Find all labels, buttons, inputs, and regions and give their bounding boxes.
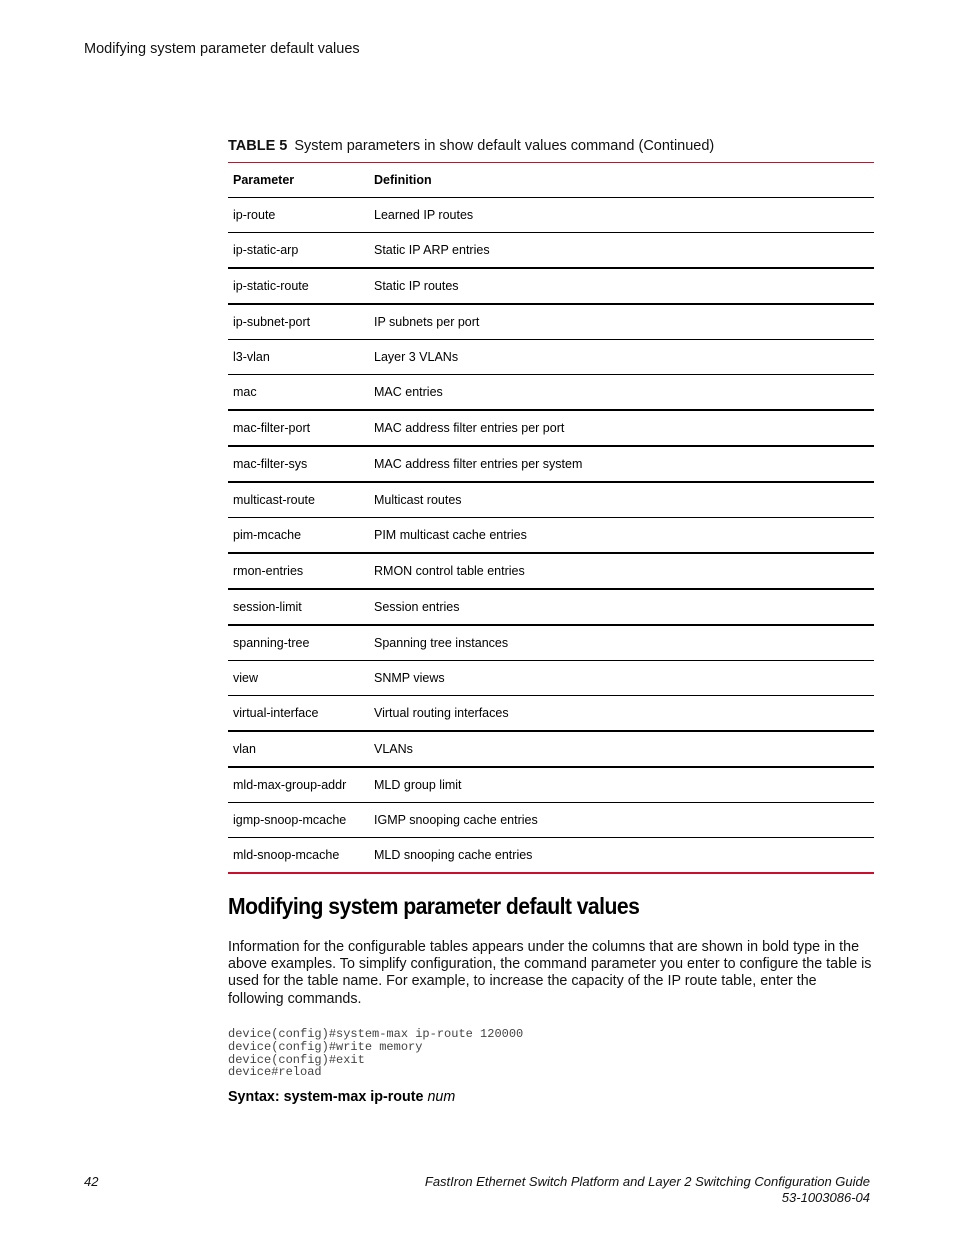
parameter-cell: pim-mcache: [228, 518, 369, 554]
parameters-table: [228, 162, 874, 874]
parameter-cell: session-limit: [228, 589, 369, 625]
parameter-cell: multicast-route: [228, 482, 369, 518]
column-header-parameter: Parameter: [228, 163, 369, 198]
table-caption: [228, 138, 714, 154]
body-paragraph: Information for the configurable tables appears under the columns that are shown in bold type in the above examples. To simplify configuration, the command parameter you enter to configure the table is used for the table name. For example, to increase the capacity of the IP route table, enter the following commands.: [228, 939, 872, 1007]
parameter-cell: mac-filter-sys: [228, 446, 369, 482]
table-row: [228, 625, 874, 661]
guide-title: FastIron Ethernet Switch Platform and Layer 2 Switching Configuration Guide: [424, 1174, 870, 1189]
table-caption-text: System parameters in show default values command (Continued): [294, 138, 715, 154]
code-line: device(config)#write memory: [228, 1039, 423, 1054]
definition-cell: MAC address filter entries per system: [369, 446, 874, 482]
definition-cell: PIM multicast cache entries: [369, 518, 874, 554]
table-row: [228, 661, 874, 696]
parameter-cell: view: [228, 661, 369, 696]
parameter-cell: ip-subnet-port: [228, 304, 369, 340]
parameter-cell: vlan: [228, 731, 369, 767]
parameter-cell: ip-static-route: [228, 268, 369, 304]
parameter-cell: spanning-tree: [228, 625, 369, 661]
table-row: [228, 589, 874, 625]
definition-cell: Spanning tree instances: [369, 625, 874, 661]
parameter-cell: ip-static-arp: [228, 233, 369, 269]
definition-cell: MAC entries: [369, 375, 874, 411]
table-row: [228, 410, 874, 446]
definition-cell: Layer 3 VLANs: [369, 340, 874, 375]
parameter-cell: l3-vlan: [228, 340, 369, 375]
parameter-cell: ip-route: [228, 198, 369, 233]
table-row: [228, 731, 874, 767]
table-row: [228, 518, 874, 554]
code-line: device(config)#system-max ip-route 120000: [228, 1027, 524, 1041]
table-header-row: [228, 163, 874, 198]
parameter-cell: virtual-interface: [228, 696, 369, 732]
code-line: device(config)#exit: [228, 1052, 365, 1067]
parameter-cell: mac: [228, 375, 369, 411]
table-row: [228, 696, 874, 732]
table-row: [228, 482, 874, 518]
parameter-cell: mac-filter-port: [228, 410, 369, 446]
table-row: [228, 340, 874, 375]
parameter-cell: rmon-entries: [228, 553, 369, 589]
parameter-cell: mld-max-group-addr: [228, 767, 369, 803]
code-example: [228, 1028, 523, 1079]
column-header-definition: Definition: [369, 163, 874, 198]
syntax-line: [228, 1089, 455, 1105]
table-row: [228, 268, 874, 304]
definition-cell: VLANs: [369, 731, 874, 767]
table-row: [228, 446, 874, 482]
definition-cell: Virtual routing interfaces: [369, 696, 874, 732]
definition-cell: Learned IP routes: [369, 198, 874, 233]
definition-cell: MLD snooping cache entries: [369, 838, 874, 874]
definition-cell: Static IP ARP entries: [369, 233, 874, 269]
footer-document-info: [425, 1174, 870, 1206]
parameter-cell: igmp-snoop-mcache: [228, 803, 369, 838]
table-row: [228, 767, 874, 803]
section-heading: Modifying system parameter default values: [228, 893, 640, 919]
table-row: [228, 803, 874, 838]
table-row: [228, 233, 874, 269]
parameter-cell: mld-snoop-mcache: [228, 838, 369, 874]
definition-cell: IGMP snooping cache entries: [369, 803, 874, 838]
table-row: [228, 198, 874, 233]
code-line: device#reload: [228, 1065, 322, 1080]
definition-cell: MAC address filter entries per port: [369, 410, 874, 446]
syntax-argument: num: [427, 1089, 456, 1105]
table-row: [228, 304, 874, 340]
table-row: [228, 375, 874, 411]
definition-cell: RMON control table entries: [369, 553, 874, 589]
table-row: [228, 838, 874, 874]
definition-cell: MLD group limit: [369, 767, 874, 803]
running-header: Modifying system parameter default values: [84, 41, 360, 57]
syntax-command: Syntax: system-max ip-route: [228, 1089, 424, 1105]
document-number: 53-1003086-04: [781, 1190, 870, 1205]
definition-cell: Static IP routes: [369, 268, 874, 304]
definition-cell: IP subnets per port: [369, 304, 874, 340]
definition-cell: Session entries: [369, 589, 874, 625]
page-number: 42: [84, 1174, 99, 1189]
table-row: [228, 553, 874, 589]
definition-cell: Multicast routes: [369, 482, 874, 518]
definition-cell: SNMP views: [369, 661, 874, 696]
table-label: TABLE 5: [228, 138, 288, 154]
